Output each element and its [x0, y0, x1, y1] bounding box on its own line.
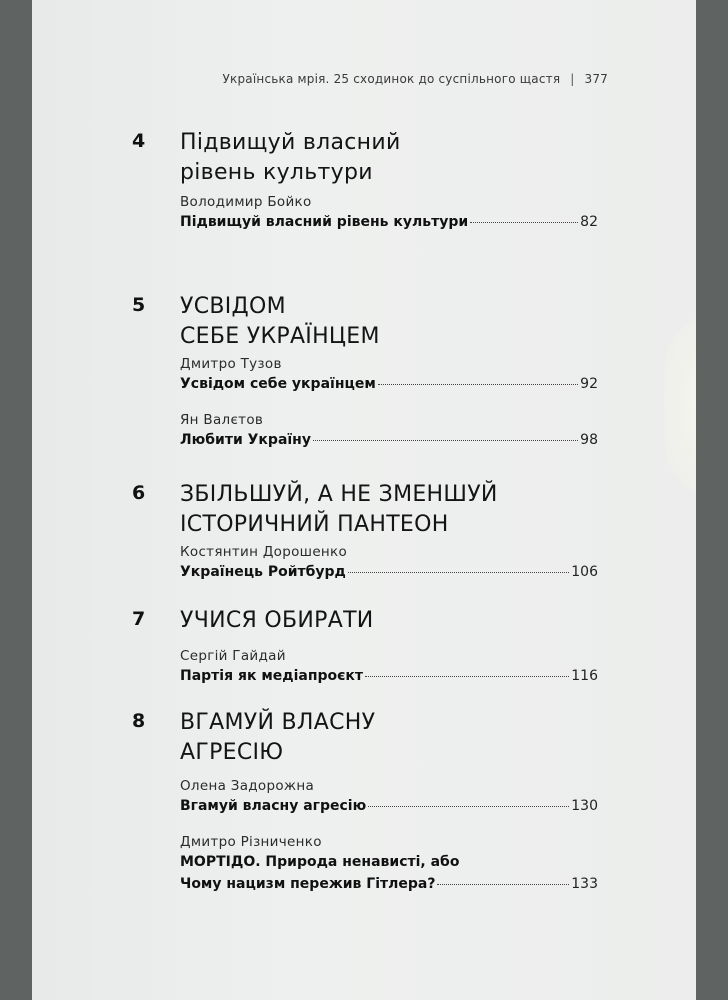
- entry-author: Олена Задорожна: [180, 778, 315, 794]
- toc-entry[interactable]: [180, 778, 598, 820]
- entry-row[interactable]: [180, 214, 598, 236]
- entry-title[interactable]: Партія як медіапроєкт: [180, 668, 364, 684]
- chapter-title: [180, 292, 380, 352]
- chapter-title-line: УСВІДОМ: [180, 294, 286, 319]
- chapter-number: 4: [132, 130, 146, 152]
- light-reflection: [664, 310, 696, 500]
- entry-row[interactable]: [180, 668, 598, 690]
- dot-leader: [437, 884, 569, 885]
- chapter-title: [180, 128, 401, 188]
- chapter-number: 5: [132, 294, 146, 316]
- entry-title[interactable]: Вгамуй власну агресію: [180, 798, 367, 814]
- chapter-number: 8: [132, 710, 146, 732]
- entry-page[interactable]: 133: [571, 876, 598, 892]
- running-header: [223, 72, 608, 86]
- dot-leader: [365, 676, 569, 677]
- chapter-number: 7: [132, 608, 146, 630]
- chapter-title-line: СЕБЕ УКРАЇНЦЕМ: [180, 324, 380, 349]
- chapter-title-line: Підвищуй власний: [180, 130, 401, 155]
- entry-page[interactable]: 98: [580, 432, 598, 448]
- entry-title[interactable]: Усвідом себе українцем: [180, 376, 376, 392]
- chapter-title-line: АГРЕСІЮ: [180, 740, 284, 765]
- entry-author: Костянтин Дорошенко: [180, 544, 348, 560]
- toc-entry[interactable]: [180, 356, 598, 398]
- toc-entry[interactable]: [180, 194, 598, 236]
- chapter-title: [180, 480, 498, 540]
- entry-title[interactable]: Любити Україну: [180, 432, 311, 448]
- entry-author: Ян Валєтов: [180, 412, 264, 428]
- dot-leader: [378, 384, 578, 385]
- book-page: [32, 0, 696, 1000]
- chapter-title-line: УЧИСЯ ОБИРАТИ: [180, 608, 374, 633]
- entry-page[interactable]: 116: [571, 668, 598, 684]
- entry-title[interactable]: Чому нацизм пережив Гітлера?: [180, 876, 436, 892]
- chapter-number: 6: [132, 482, 146, 504]
- entry-page[interactable]: 106: [571, 564, 598, 580]
- book-title: Українська мрія. 25 сходинок до суспільного щастя: [222, 72, 561, 86]
- entry-author: Дмитро Тузов: [180, 356, 282, 372]
- entry-row[interactable]: [180, 564, 598, 586]
- chapter-title: [180, 606, 374, 636]
- entry-title[interactable]: Підвищуй власний рівень культури: [180, 214, 469, 230]
- entry-row[interactable]: [180, 432, 598, 454]
- page-number: 377: [584, 72, 608, 86]
- entry-page[interactable]: 82: [580, 214, 598, 230]
- dot-leader: [313, 440, 578, 441]
- entry-row[interactable]: [180, 798, 598, 820]
- chapter-title-line: ЗБІЛЬШУЙ, А НЕ ЗМЕНШУЙ: [180, 482, 498, 507]
- toc-entry[interactable]: [180, 544, 598, 586]
- chapter-title-line: рівень культури: [180, 160, 373, 185]
- entry-author: Володимир Бойко: [180, 194, 312, 210]
- chapter-title-line: ІСТОРИЧНИЙ ПАНТЕОН: [180, 512, 449, 537]
- dot-leader: [348, 572, 569, 573]
- chapter-title: [180, 708, 375, 768]
- entry-author: Сергій Гайдай: [180, 648, 286, 664]
- entry-title-line1[interactable]: МОРТІДО. Природа ненависті, або: [180, 854, 460, 870]
- entry-page[interactable]: 130: [571, 798, 598, 814]
- entry-row[interactable]: [180, 876, 598, 898]
- chapter-title-line: ВГАМУЙ ВЛАСНУ: [180, 710, 376, 735]
- toc-entry[interactable]: [180, 834, 598, 898]
- dot-leader: [368, 806, 569, 807]
- entry-author: Дмитро Різниченко: [180, 834, 322, 850]
- toc-entry[interactable]: [180, 648, 598, 690]
- entry-row[interactable]: [180, 376, 598, 398]
- header-separator: |: [570, 72, 575, 86]
- entry-title[interactable]: Українець Ройтбурд: [180, 564, 346, 580]
- toc-entry[interactable]: [180, 412, 598, 454]
- entry-page[interactable]: 92: [580, 376, 598, 392]
- dot-leader: [470, 222, 578, 223]
